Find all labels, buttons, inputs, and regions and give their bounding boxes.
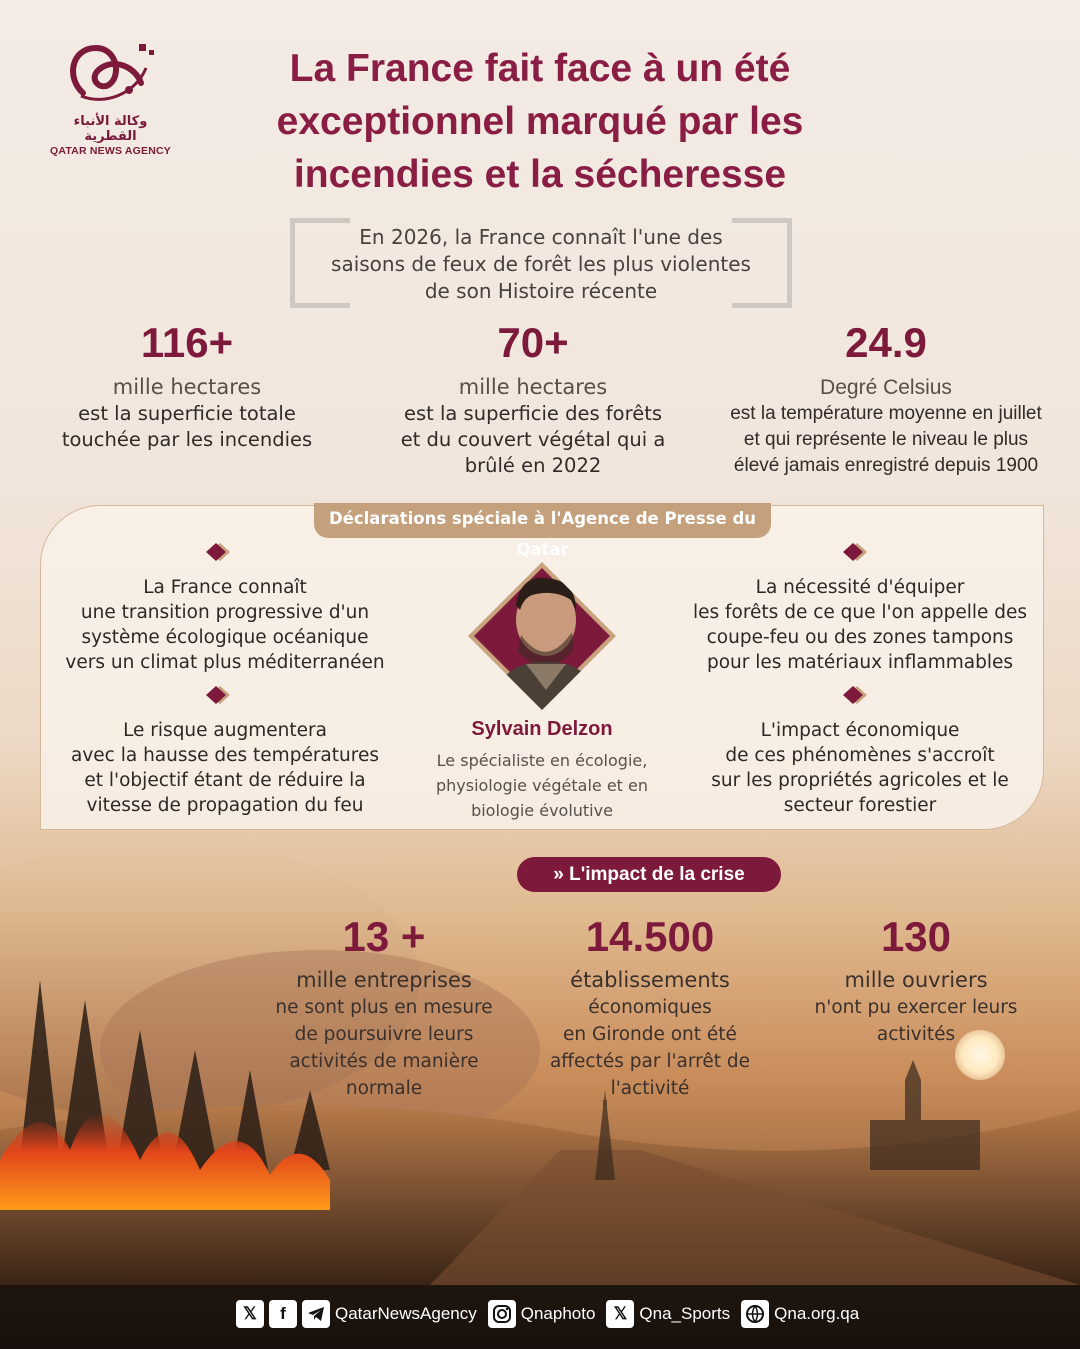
- quote-line: et l'objectif étant de réduire la: [84, 770, 366, 791]
- diamond-bullet-icon: [206, 685, 246, 705]
- stat-desc-line: activités de manière: [289, 1051, 479, 1072]
- stat-description: [726, 401, 1046, 479]
- crisis-stat-workers: [796, 913, 1036, 1048]
- facebook-icon[interactable]: f: [269, 1300, 297, 1328]
- quote-line: La France connaît: [143, 577, 307, 598]
- instagram-icon[interactable]: [488, 1300, 516, 1328]
- quote-economic-impact: [690, 718, 1030, 818]
- quote-line: avec la hausse des températures: [71, 745, 379, 766]
- intro-line: En 2026, la France connaît l'une des: [359, 225, 723, 249]
- stat-desc-line: touchée par les incendies: [61, 428, 313, 451]
- quote-line: vers un climat plus méditerranéen: [65, 652, 385, 673]
- quote-firebreaks: [690, 575, 1030, 675]
- diamond-bullet-icon: [206, 542, 246, 562]
- social-links: [236, 1298, 865, 1330]
- stat-desc-line: est la superficie des forêts: [403, 402, 662, 425]
- qna-logo: [48, 38, 173, 157]
- stat-burned-area-2022: [385, 320, 681, 479]
- stat-value: 14.500: [585, 913, 715, 960]
- stat-desc-line: n'ont pu exercer leurs: [814, 997, 1018, 1018]
- declarations-label: Déclarations spéciale à l'Agence de Presse du Qatar: [314, 503, 771, 538]
- stat-value: 24.9: [845, 319, 927, 366]
- stat-value: 70+: [497, 319, 569, 366]
- quote-line: vitesse de propagation du feu: [86, 795, 364, 816]
- stat-desc-line: activités: [876, 1024, 956, 1045]
- quote-line: pour les matériaux inflammables: [706, 652, 1014, 673]
- stat-description: [40, 401, 334, 453]
- social-handle-qatarnewsagency[interactable]: QatarNewsAgency: [335, 1304, 477, 1323]
- quote-risk: [55, 718, 395, 818]
- social-handle-qnaphoto[interactable]: Qnaphoto: [520, 1304, 596, 1323]
- agency-name-arabic: وكالة الأنباء القطرية: [73, 114, 148, 144]
- diamond-bullet-icon: [843, 685, 883, 705]
- stat-desc-line: élevé jamais enregistré depuis 1900: [733, 455, 1039, 476]
- stat-desc-line: est la température moyenne en juillet: [730, 403, 1042, 424]
- quote-line: de ces phénomènes s'accroît: [725, 745, 995, 766]
- stat-description: [262, 994, 506, 1102]
- quote-line: une transition progressive d'un: [80, 602, 370, 623]
- crisis-stat-establishments: [530, 913, 770, 1102]
- stat-desc-line: brûlé en 2022: [464, 454, 602, 477]
- social-handle-qna-sports[interactable]: Qna_Sports: [639, 1304, 731, 1323]
- title-line: incendies et la sécheresse: [293, 153, 787, 196]
- telegram-icon[interactable]: [302, 1300, 330, 1328]
- stat-unit: mille hectares: [112, 375, 262, 399]
- stat-unit: mille entreprises: [296, 968, 472, 992]
- stat-temperature: [726, 320, 1046, 479]
- stat-desc-line: affectés par l'arrêt de: [549, 1051, 751, 1072]
- quote-line: Le risque augmentera: [123, 720, 327, 741]
- intro-line: de son Histoire récente: [424, 279, 658, 303]
- intro-box: [290, 218, 792, 308]
- speaker-role: [420, 748, 664, 823]
- speaker-role-line: biologie évolutive: [471, 801, 613, 820]
- stat-unit: mille ouvriers: [844, 968, 988, 992]
- speaker-role-line: Le spécialiste en écologie,: [436, 751, 648, 770]
- stat-desc-line: et qui représente le niveau le plus: [743, 429, 1029, 450]
- agency-name-english: QATAR NEWS AGENCY: [49, 145, 172, 157]
- quote-line: secteur forestier: [783, 795, 937, 816]
- intro-text: [310, 224, 772, 305]
- stat-desc-line: en Gironde ont été: [563, 1024, 737, 1045]
- stat-desc-line: économiques: [588, 997, 712, 1018]
- stat-unit: mille hectares: [458, 375, 608, 399]
- quote-line: système écologique océanique: [81, 627, 369, 648]
- stat-value: 116+: [140, 319, 234, 366]
- stat-desc-line: l'activité: [610, 1078, 690, 1099]
- crisis-label: » L'impact de la crise: [517, 857, 781, 892]
- x-icon[interactable]: 𝕏: [236, 1300, 264, 1328]
- quote-line: coupe-feu ou des zones tampons: [706, 627, 1014, 648]
- stat-desc-line: et du couvert végétal qui a: [400, 428, 666, 451]
- title-line: La France fait face à un été: [289, 47, 791, 90]
- quote-line: les forêts de ce que l'on appelle des: [692, 602, 1028, 623]
- title-line: exceptionnel marqué par les: [276, 100, 804, 143]
- stat-description: [530, 994, 770, 1102]
- stat-unit: établissements: [570, 968, 730, 992]
- stat-desc-line: est la superficie totale: [78, 402, 296, 425]
- page-title: [200, 42, 880, 201]
- quote-line: sur les propriétés agricoles et le: [711, 770, 1009, 791]
- quote-line: La nécessité d'équiper: [755, 577, 965, 598]
- diamond-bullet-icon: [843, 542, 883, 562]
- stat-unit: Degré Celsius: [820, 376, 952, 399]
- intro-line: saisons de feux de forêt les plus violentes: [331, 252, 751, 276]
- stat-burned-area-total: [40, 320, 334, 453]
- quote-climate-transition: [55, 575, 395, 675]
- website-link[interactable]: Qna.org.qa: [774, 1304, 860, 1323]
- quote-line: L'impact économique: [760, 720, 960, 741]
- globe-icon[interactable]: [741, 1300, 769, 1328]
- stat-description: [796, 994, 1036, 1048]
- stat-desc-line: ne sont plus en mesure: [275, 997, 493, 1018]
- speaker-portrait: [466, 560, 618, 712]
- stat-desc-line: normale: [345, 1078, 423, 1099]
- speaker-role-line: physiologie végétale et en: [435, 776, 649, 795]
- stat-value: 13 +: [342, 913, 426, 960]
- crisis-stat-companies: [262, 913, 506, 1102]
- x-icon[interactable]: 𝕏: [606, 1300, 634, 1328]
- speaker-name: Sylvain Delzon: [471, 718, 613, 740]
- stat-value: 130: [880, 913, 952, 960]
- stat-description: [385, 401, 681, 479]
- stat-desc-line: de poursuivre leurs: [294, 1024, 474, 1045]
- qna-logo-icon: [61, 38, 161, 108]
